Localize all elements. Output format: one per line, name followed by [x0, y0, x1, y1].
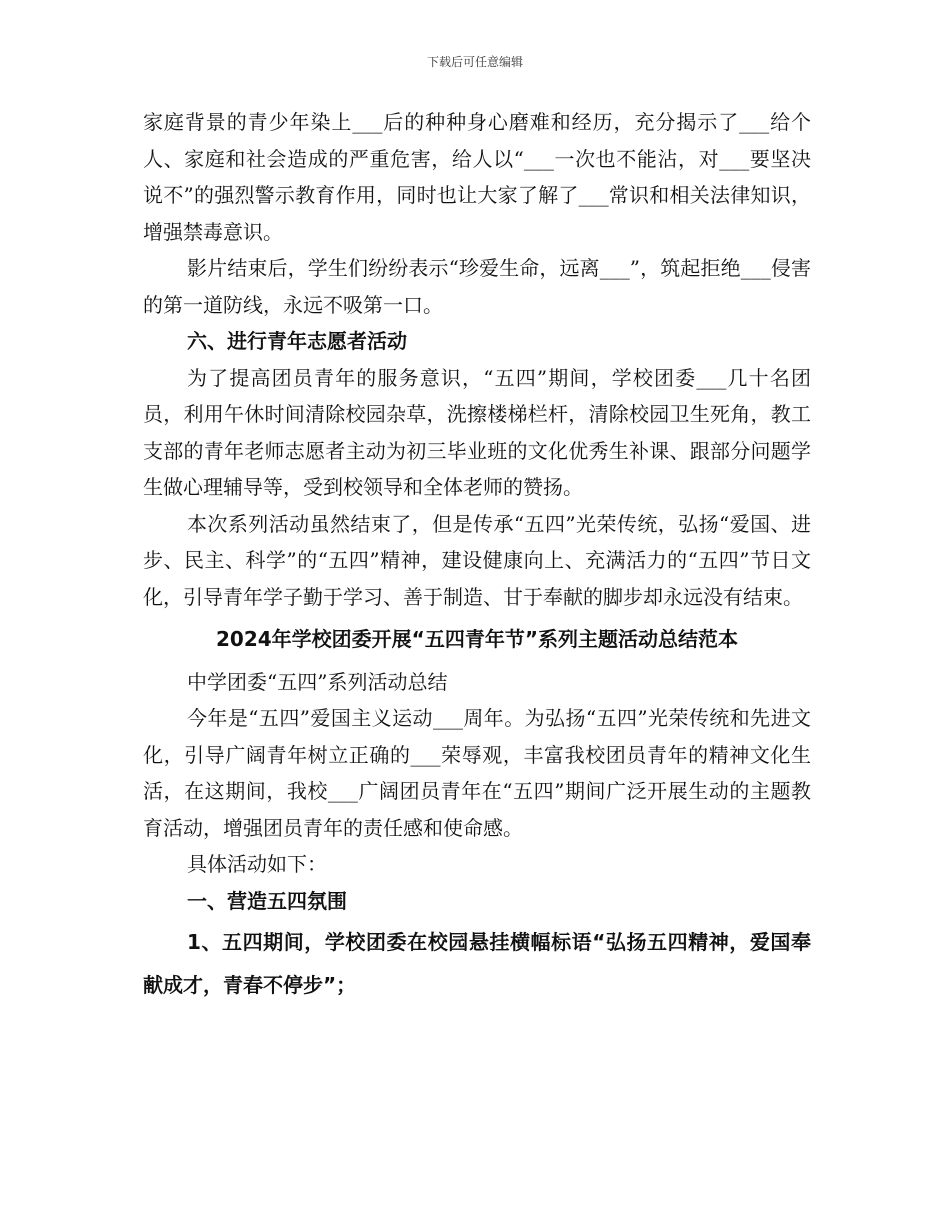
page-header-note: 下载后可任意编辑	[426, 55, 523, 69]
paragraph-conclusion: 本次系列活动虽然结束了，但是传承“五四”光荣传统，弘扬“爱国、进步、民主、科学”的“五四”精神，建设健康向上、充满活力的“五四”节日文化，引导青年学子勤于学习、善于制造、甘于奉献的脚步却永远没有结束。	[143, 511, 811, 609]
paragraph-after-film: 影片结束后，学生们纷纷表示“珍爱生命，远离___”，筑起拒绝___侵害的第一道防线，永远不吸第一口。	[143, 256, 811, 317]
section-heading-atmosphere: 一、营造五四氛围	[187, 888, 347, 913]
document-body	[143, 104, 811, 1007]
paragraph-activities-lead: 具体活动如下：	[187, 852, 327, 876]
paragraph-volunteer: 为了提高团员青年的服务意识，“五四”期间，学校团委___几十名团员，利用午休时间清除校园杂草，洗擦楼梯栏杆，清除校园卫生死角，教工支部的青年老师志愿者主动为初三毕业班的文化优秀生补课、跟部分问题学生做心理辅导等，受到校领导和全体老师的赞扬。	[143, 365, 811, 499]
document-title: 2024年学校团委开展“五四青年节”系列主题活动总结范本	[216, 627, 738, 651]
paragraph-drug-education: 家庭背景的青少年染上___后的种种身心磨难和经历，充分揭示了___给个人、家庭和社会造成的严重危害，给人以“___一次也不能沾，对___要坚决说不”的强烈警示教育作用，同时也让大家了解了___常识和相关法律知识，增强禁毒意识。	[143, 110, 811, 244]
section-heading-volunteer: 六、进行青年志愿者活动	[187, 329, 407, 353]
document-subtitle: 中学团委“五四”系列活动总结	[187, 669, 448, 694]
paragraph-banner: 1、五四期间，学校团委在校园悬挂横幅标语“弘扬五四精神，爱国奉献成才，青春不停步”；	[143, 930, 811, 997]
paragraph-intro: 今年是“五四”爱国主义运动___周年。为弘扬“五四”光荣传统和先进文化，引导广阔青年树立正确的___荣辱观，丰富我校团员青年的精神文化生活，在这期间，我校___广阔团员青年在“五四”期间广泛开展生动的主题教育活动，增强团员青年的责任感和使命感。	[143, 706, 811, 840]
